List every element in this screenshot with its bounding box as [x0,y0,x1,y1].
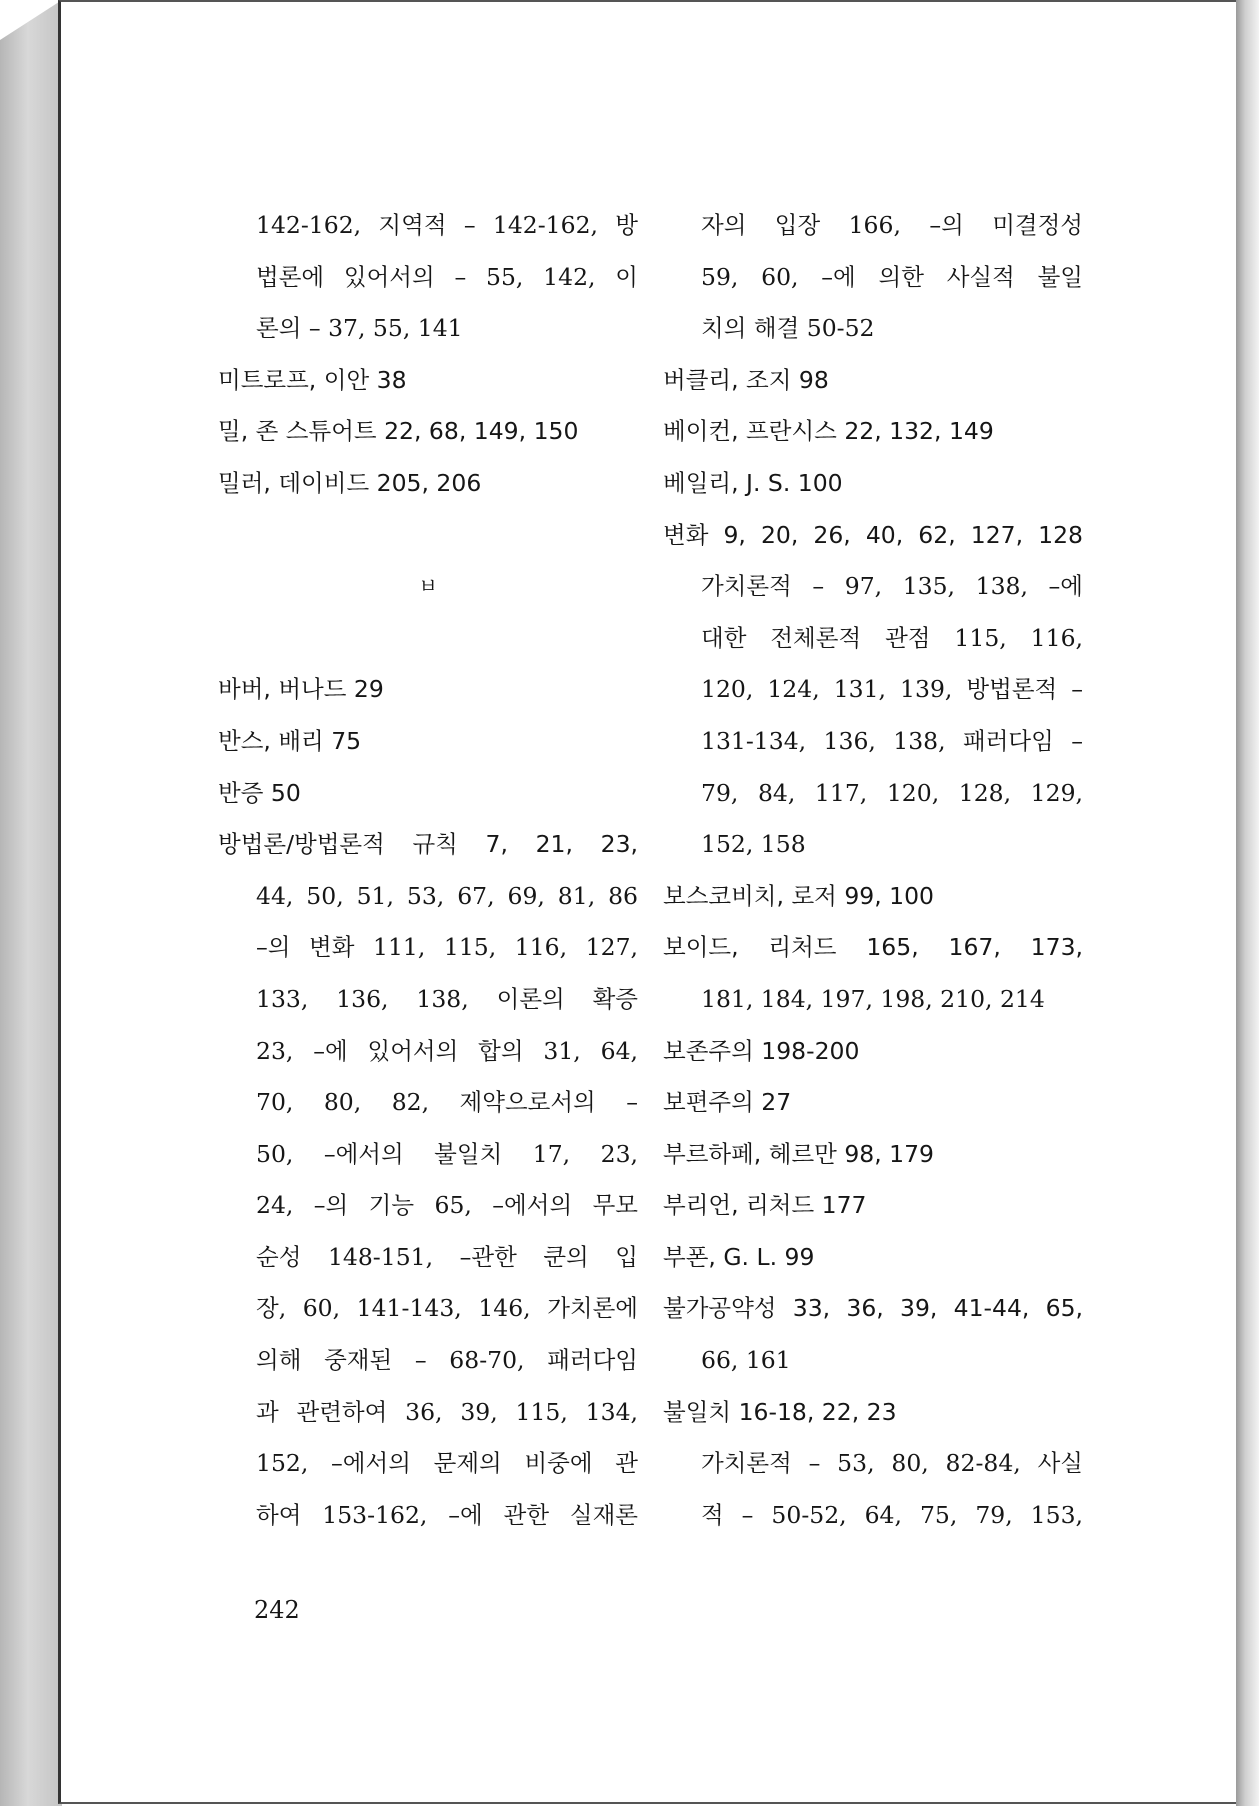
index-subentry-line: 순성 148-151, –관한 쿤의 입 [256,1242,638,1271]
index-entry: 밀러, 데이비드 205, 206 [218,468,482,497]
index-subentry-line: 가치론적 – 97, 135, 138, –에 [701,572,1083,601]
index-subentry-line: 적 – 50-52, 64, 75, 79, 153, [701,1500,1083,1529]
book-spine-edge [0,0,62,1806]
index-subentry-line: 70, 80, 82, 제약으로서의 – [256,1088,638,1117]
index-entry: 밀, 존 스튜어트 22, 68, 149, 150 [218,417,579,446]
index-entry: 부폰, G. L. 99 [663,1242,815,1271]
index-column-left [218,200,638,1541]
index-subentry-line: 50, –에서의 불일치 17, 23, [256,1139,638,1168]
index-entry: 부리언, 리처드 177 [663,1191,867,1220]
index-subentry-line: 66, 161 [701,1346,791,1375]
index-entry: 부르하페, 헤르만 98, 179 [663,1139,935,1168]
index-entry: 베이컨, 프란시스 22, 132, 149 [663,417,994,446]
index-subentry-line: –의 변화 111, 115, 116, 127, [256,933,638,962]
index-subentry-line: 의해 중재된 – 68-70, 패러다임 [256,1346,638,1375]
index-entry: 미트로프, 이안 38 [218,365,407,394]
page-right-shadow [1236,0,1259,1806]
index-entry: 변화 9, 20, 26, 40, 62, 127, 128 [663,520,1083,549]
index-subentry-line: 59, 60, –에 의한 사실적 불일 [701,262,1083,291]
index-subentry-line: 24, –의 기능 65, –에서의 무모 [256,1191,638,1220]
index-subentry-line: 79, 84, 117, 120, 128, 129, [701,778,1083,807]
index-subentry-line: 133, 136, 138, 이론의 확증 [256,984,638,1013]
index-entry: 반증 50 [218,778,301,807]
index-subentry-line: 23, –에 있어서의 합의 31, 64, [256,1036,638,1065]
index-subentry-line: 하여 153-162, –에 관한 실재론 [256,1500,638,1529]
index-subentry-line: 44, 50, 51, 53, 67, 69, 81, 86 [256,881,638,910]
blank-line [218,510,638,562]
index-subentry-line: 152, 158 [701,830,806,859]
page-number: 242 [254,1596,300,1624]
index-entry: 보이드, 리처드 165, 167, 173, [663,933,1083,962]
index-entry: 보편주의 27 [663,1088,792,1117]
blank-line [218,613,638,665]
index-entry: 보스코비치, 로저 99, 100 [663,881,935,910]
index-subentry-line: 142-162, 지역적 – 142-162, 방 [256,211,638,239]
index-subentry-line: 대한 전체론적 관점 115, 116, [701,623,1083,652]
index-subentry-line: 법론에 있어서의 – 55, 142, 이 [256,262,638,291]
index-entry: 바버, 버나드 29 [218,675,384,704]
index-subentry-line: 가치론적 – 53, 80, 82-84, 사실 [701,1449,1083,1478]
index-entry: 버클리, 조지 98 [663,365,829,394]
index-subentry-line: 론의 – 37, 55, 141 [256,314,463,343]
index-entry: 반스, 배리 75 [218,726,362,755]
index-subentry-line: 치의 해결 50-52 [701,314,875,343]
index-subentry-line: 장, 60, 141-143, 146, 가치론에 [256,1294,638,1323]
index-subentry-line: 자의 입장 166, –의 미결정성 [701,211,1083,239]
index-subentry-line: 152, –에서의 문제의 비중에 관 [256,1449,638,1478]
index-subentry-line: 120, 124, 131, 139, 방법론적 – [701,675,1083,704]
index-subentry-line: 131-134, 136, 138, 패러다임 – [701,726,1083,755]
index-entry: 보존주의 198-200 [663,1036,860,1065]
index-entry: 베일리, J. S. 100 [663,468,843,497]
index-column-right [663,200,1083,1541]
index-subentry-line: 181, 184, 197, 198, 210, 214 [701,984,1045,1013]
index-subentry-line: 과 관련하여 36, 39, 115, 134, [256,1397,638,1426]
index-entry: 방법론/방법론적 규칙 7, 21, 23, [218,830,638,859]
index-entry: 불가공약성 33, 36, 39, 41-44, 65, [663,1294,1083,1323]
index-entry: 불일치 16-18, 22, 23 [663,1397,897,1426]
section-letter-heading: ㅂ [418,574,438,599]
